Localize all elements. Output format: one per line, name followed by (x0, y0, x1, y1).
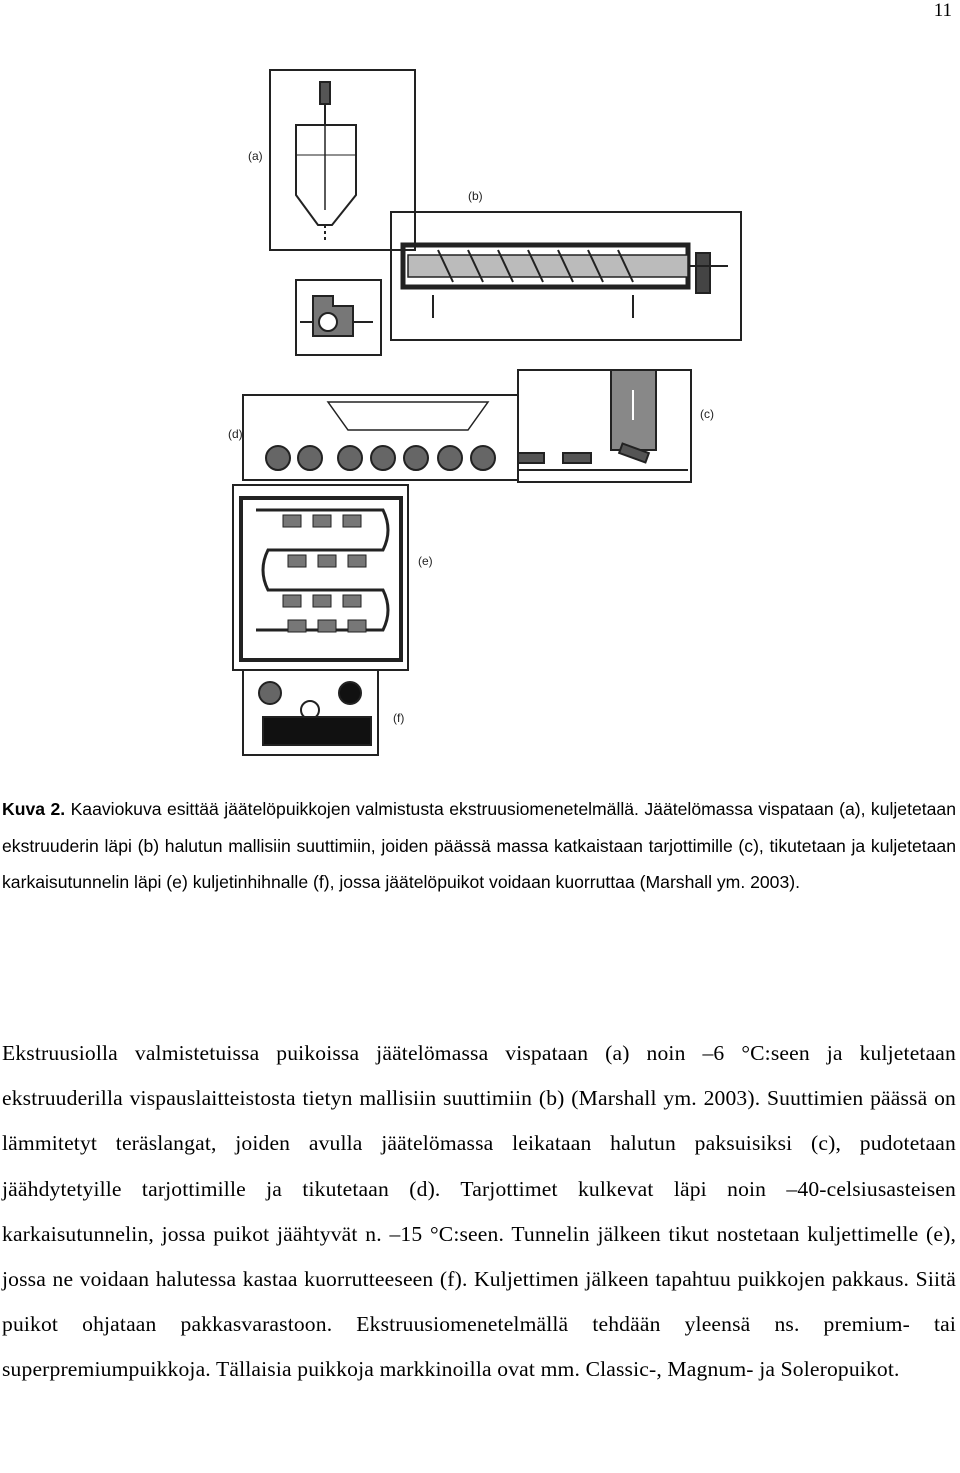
mixer-frame (270, 70, 415, 250)
label-d: (d) (228, 427, 243, 441)
label-e: (e) (418, 554, 433, 568)
hardening-tunnel-frame (233, 485, 408, 670)
page-number: 11 (933, 0, 952, 21)
body-paragraph: Ekstruusiolla valmistetuissa puikoissa jäätelömassa vispataan (a) noin –6 °C:seen ja kuljetetaan ekstruuderilla vispauslaitteistosta tietyn mallisiin suuttimiin (b) (Marshall ym. 2003). Suuttimien päässä on lämmitetyt teräslangat, joiden avulla jäätelömassa leikataan halutun paksuisiksi (c), pudotetaan jäähdytetyille tarjottimille ja tikutetaan (d). Tarjottimet kulkevat läpi noin –40-celsiusasteisen karkaisutunnelin, jossa puikot jäähtyvät n. –15 °C:seen. Tunnelin jälkeen tikut nostetaan kuljettimelle (e), jossa ne voidaan halutessa kastaa kuorrutteeseen (f). Kuljettimen jälkeen tapahtuu puikkojen pakkaus. Siitä puikot ohjataan pakkasvarastoon. Ekstruusiomenetelmällä tehdään yleensä ns. premium- tai superpremiumpuikkoja. Tällaisia puikkoja markkinoilla ovat mm. Classic-, Magnum- ja Soleropuikot. (2, 1041, 956, 1382)
process-diagram (228, 60, 748, 760)
mixer-tank (296, 125, 356, 225)
label-a: (a) (248, 149, 263, 163)
label-c: (c) (700, 407, 714, 421)
cutter-frame (518, 370, 691, 482)
figure-caption (2, 791, 956, 901)
label-f: (f) (393, 711, 405, 725)
mixer-motor (320, 82, 330, 104)
caption-label: Kuva 2. (2, 799, 66, 819)
caption-text: Kaaviokuva esittää jäätelöpuikkojen valmistusta ekstruusiomenetelmällä. Jäätelömassa vispataan (a), kuljetetaan ekstruuderin läpi (b) halutun mallisiin suuttimiin, joiden päässä massa katkaistaan tarjottimille (c), tikutetaan ja kuljetetaan karkaisutunnelin läpi (e) kuljetinhihnalle (f), jossa jäätelöpuikot voidaan kuorruttaa (Marshall ym. 2003). (2, 799, 957, 892)
process-diagram-svg (228, 60, 748, 760)
label-b: (b) (468, 189, 483, 203)
